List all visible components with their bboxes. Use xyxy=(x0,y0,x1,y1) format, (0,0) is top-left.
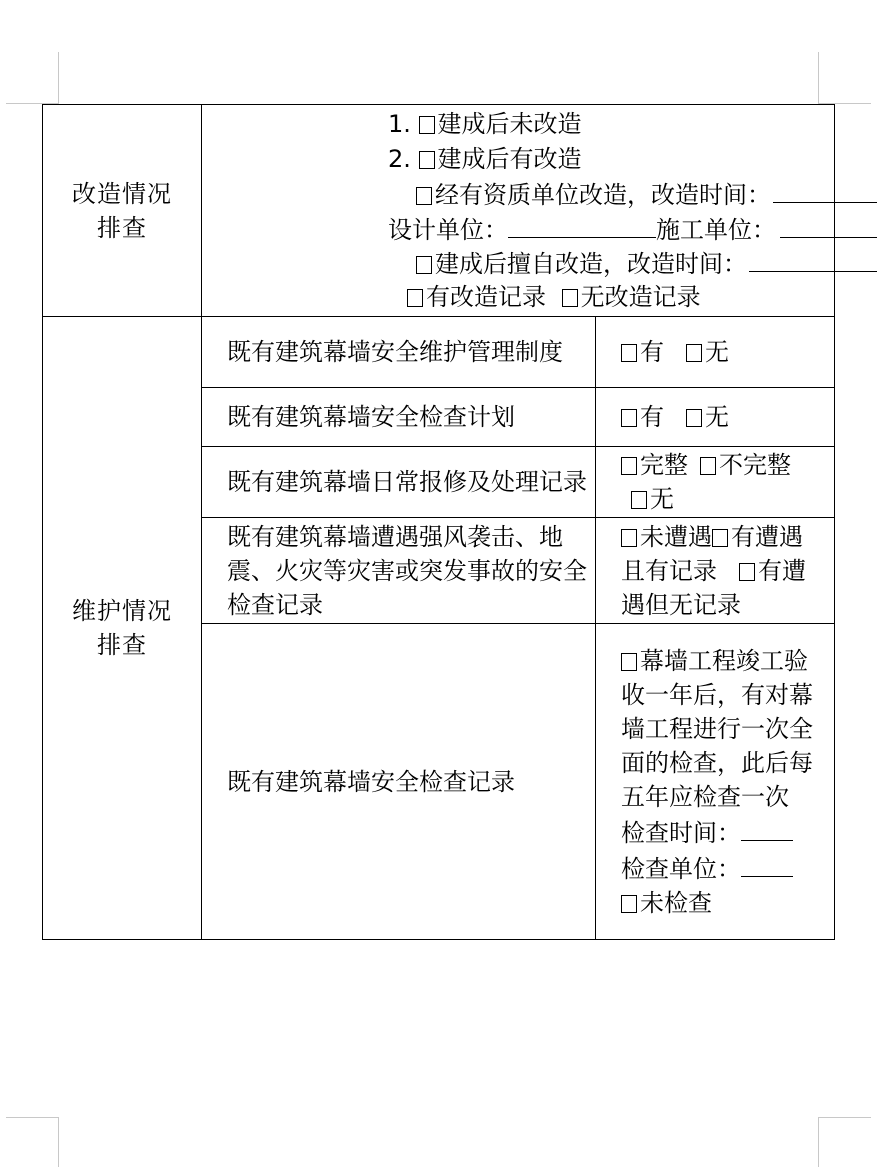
option-label: 有遭遇且有记录 xyxy=(621,522,803,585)
maintenance-label-line1: 维护情况 xyxy=(72,597,172,625)
options-cell xyxy=(596,518,835,624)
option-label: 无 xyxy=(705,338,729,366)
inspection-unit-blank[interactable] xyxy=(741,850,793,877)
renovation-option-modified xyxy=(202,142,834,177)
option-label: 不完整 xyxy=(719,451,791,479)
checkbox-not-encountered[interactable] xyxy=(621,529,637,547)
options-cell xyxy=(596,388,835,447)
option-label: 未检查 xyxy=(640,888,712,917)
renovation-row xyxy=(43,105,835,317)
option-number: 2. xyxy=(388,144,411,173)
checkbox-incomplete[interactable] xyxy=(700,457,716,475)
option-label: 建成后有改造 xyxy=(437,144,582,173)
inspection-unit-label: 检查单位： xyxy=(621,854,741,883)
checkbox-no[interactable] xyxy=(686,344,702,362)
maintenance-label-line2: 排查 xyxy=(97,631,147,659)
item-text: 既有建筑幕墙日常报修及处理记录 xyxy=(227,468,587,496)
inspection-time-line xyxy=(621,814,824,850)
checkbox-has-record[interactable] xyxy=(407,289,423,307)
item-cell xyxy=(202,624,596,940)
renovation-category xyxy=(43,105,202,317)
options-cell xyxy=(596,447,835,518)
renovation-option-unmodified xyxy=(202,107,834,142)
option-label: 幕墙工程竣工验收一年后，有对幕墙工程进行一次全面的检查，此后每五年应检查一次 xyxy=(621,646,813,811)
item-cell xyxy=(202,317,596,388)
inspection-done-option xyxy=(621,644,824,814)
checkbox-unauthorized-renovation[interactable] xyxy=(416,256,432,274)
table-row xyxy=(43,317,835,388)
renovation-option-qualified xyxy=(202,176,834,211)
design-unit-label: 设计单位： xyxy=(388,215,508,244)
item-cell xyxy=(202,447,596,518)
option-number: 1. xyxy=(388,110,411,138)
checkbox-qualified-renovation[interactable] xyxy=(416,187,432,205)
item-text: 既有建筑幕墙遭遇强风袭击、地震、火灾等灾害或突发事故的安全检查记录 xyxy=(227,522,587,619)
renovation-label-line2: 排查 xyxy=(97,213,147,242)
option-label: 无 xyxy=(705,403,729,431)
inspection-time-label: 检查时间： xyxy=(621,818,741,847)
checkbox-yes[interactable] xyxy=(621,409,637,427)
option-label: 经有资质单位改造，改造时间： xyxy=(435,181,771,209)
option-label: 建成后未改造 xyxy=(437,110,582,138)
maintenance-category xyxy=(43,317,202,940)
renovation-units-line xyxy=(202,211,834,246)
renovation-details xyxy=(202,105,835,317)
option-label: 无 xyxy=(650,485,674,513)
options-cell xyxy=(596,317,835,388)
crop-mark xyxy=(58,52,59,104)
renovation-label-line1: 改造情况 xyxy=(72,179,172,208)
option-label: 有 xyxy=(640,403,664,431)
renovation-record-line xyxy=(202,280,834,315)
checkbox-yes[interactable] xyxy=(621,344,637,362)
checkbox-inspected[interactable] xyxy=(621,653,637,671)
construction-unit-blank[interactable] xyxy=(780,211,877,238)
options-cell xyxy=(596,624,835,940)
checkbox-no-record[interactable] xyxy=(562,289,578,307)
inspection-unit-line xyxy=(621,850,824,886)
renovation-option-unauthorized xyxy=(202,245,834,280)
crop-mark xyxy=(58,1117,59,1167)
unauthorized-time-blank[interactable] xyxy=(749,245,877,272)
crop-mark xyxy=(818,1117,819,1167)
checkbox-not-inspected[interactable] xyxy=(621,895,637,913)
option-label: 建成后擅自改造，改造时间： xyxy=(435,250,747,278)
checkbox-encountered-recorded[interactable] xyxy=(712,529,728,547)
item-text: 既有建筑幕墙安全维护管理制度 xyxy=(227,338,563,366)
checkbox-no[interactable] xyxy=(686,409,702,427)
not-inspected-option xyxy=(621,886,824,920)
inspection-table xyxy=(42,104,835,940)
item-cell xyxy=(202,388,596,447)
inspection-time-blank[interactable] xyxy=(741,814,793,841)
checkbox-encountered-unrecorded[interactable] xyxy=(739,563,755,581)
checkbox-none[interactable] xyxy=(631,491,647,509)
option-label: 未遭遇 xyxy=(640,522,712,551)
item-cell xyxy=(202,518,596,624)
renovation-time-blank[interactable] xyxy=(773,176,877,203)
checkbox-complete[interactable] xyxy=(621,457,637,475)
design-unit-blank[interactable] xyxy=(508,211,656,238)
checkbox-modified[interactable] xyxy=(419,151,435,169)
construction-unit-label: 施工单位： xyxy=(656,215,776,244)
option-label: 有 xyxy=(640,338,664,366)
item-text: 既有建筑幕墙安全检查计划 xyxy=(227,403,515,431)
option-label: 有遭遇但无记录 xyxy=(621,556,806,619)
option-label: 完整 xyxy=(640,451,688,479)
option-label: 有改造记录 xyxy=(426,282,546,311)
checkbox-unmodified[interactable] xyxy=(419,116,435,134)
crop-mark xyxy=(6,1117,58,1118)
crop-mark xyxy=(819,1117,871,1118)
crop-mark xyxy=(818,52,819,104)
item-text: 既有建筑幕墙安全检查记录 xyxy=(227,767,515,796)
option-label: 无改造记录 xyxy=(580,282,701,311)
